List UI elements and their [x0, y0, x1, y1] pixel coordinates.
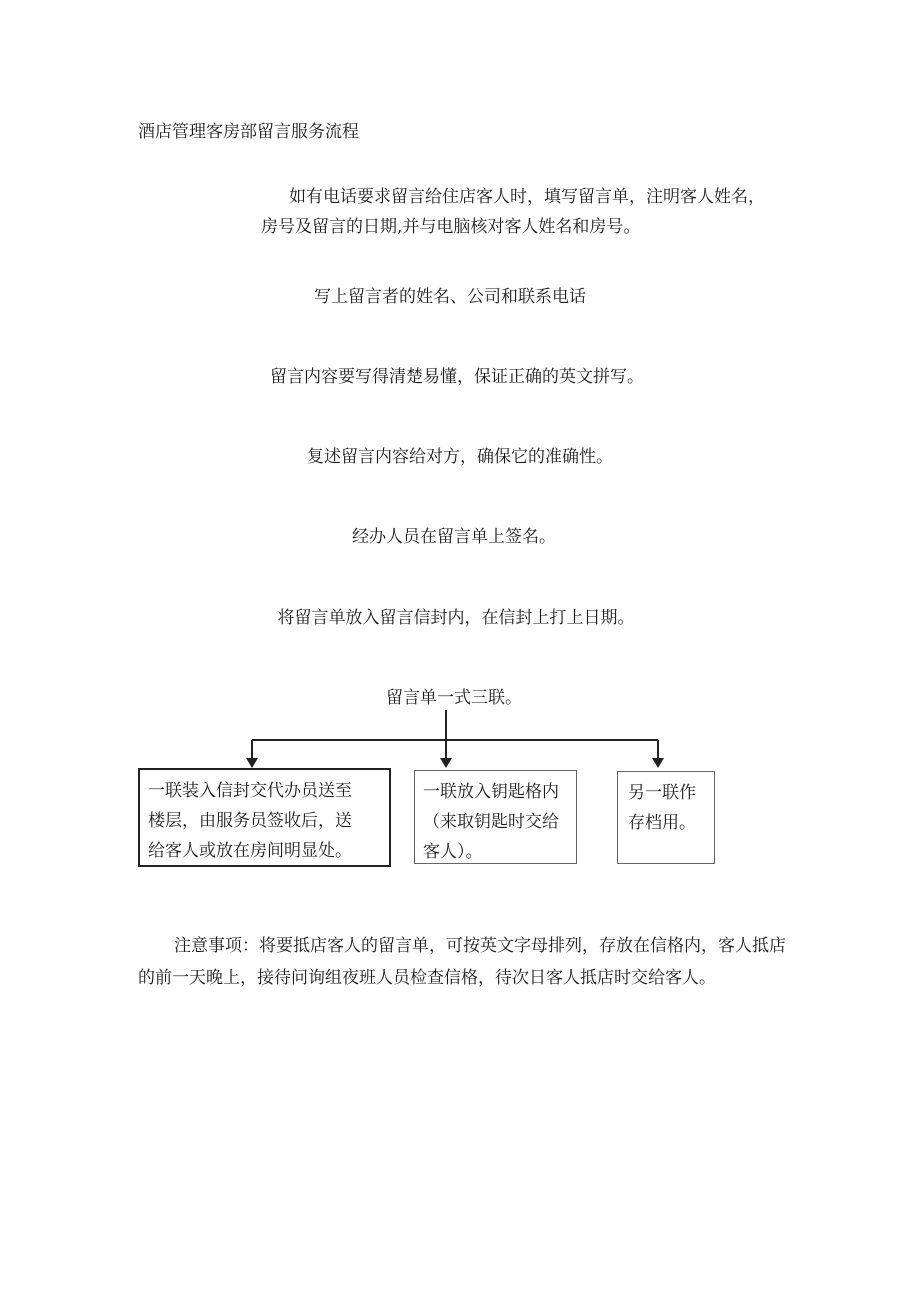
page-title: 酒店管理客房部留言服务流程 — [138, 122, 359, 142]
branch-box-3-line-1: 另一联作 — [628, 783, 696, 803]
branch-box-2-line-1: 一联放入钥匙格内 — [423, 782, 559, 802]
branch-box-3-line-2: 存档用。 — [628, 813, 696, 833]
flow-step-7: 留言单一式三联。 — [386, 688, 522, 708]
flow-step-1-line-1: 如有电话要求留言给住店客人时，填写留言单，注明客人姓名， — [289, 187, 765, 207]
branch-box-2-line-2: （来取钥匙时交给 — [423, 812, 559, 832]
arrow-down-icon — [440, 758, 452, 768]
flow-step-1-line-2: 房号及留言的日期,并与电脑核对客人姓名和房号。 — [261, 217, 641, 237]
flow-step-6: 将留言单放入留言信封内，在信封上打上日期。 — [277, 608, 635, 628]
branch-box-1-line-1: 一联装入信封交代办员送至 — [148, 781, 352, 801]
branch-box-2-line-3: 客人）。 — [423, 842, 483, 862]
arrow-down-icon — [652, 758, 664, 768]
notes-line-2: 的前一天晚上，接待问询组夜班人员检查信格，待次日客人抵店时交给客人。 — [138, 968, 716, 988]
branch-box-3 — [617, 771, 715, 864]
branch-box-1 — [138, 768, 391, 867]
notes-paragraph — [138, 930, 798, 994]
flow-step-3: 留言内容要写得清楚易懂，保证正确的英文拼写。 — [270, 367, 644, 387]
arrow-down-icon — [246, 758, 258, 768]
flow-step-5: 经办人员在留言单上签名。 — [352, 527, 556, 547]
branch-box-2 — [414, 770, 577, 864]
flow-step-2: 写上留言者的姓名、公司和联系电话 — [314, 287, 586, 307]
flow-step-1 — [255, 182, 795, 242]
notes-line-1: 注意事项：将要抵店客人的留言单，可按英文字母排列，存放在信格内，客人抵店 — [174, 936, 786, 956]
branch-box-1-line-2: 楼层，由服务员签收后，送 — [148, 811, 352, 831]
flow-step-4: 复述留言内容给对方，确保它的准确性。 — [307, 447, 613, 467]
branch-box-1-line-3: 给客人或放在房间明显处。 — [148, 841, 352, 861]
